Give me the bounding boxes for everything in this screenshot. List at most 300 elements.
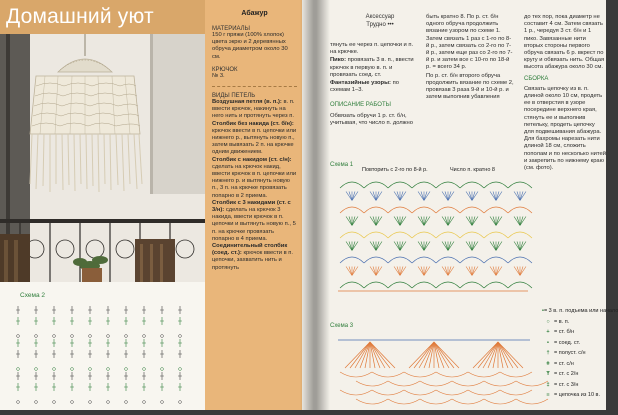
- stitch-fan: [424, 217, 430, 226]
- chain-arch: [436, 207, 460, 213]
- chain-arch: [452, 399, 484, 404]
- chain-stitch: [161, 335, 164, 338]
- chain-arch: [388, 207, 412, 213]
- schema-2: [0, 282, 205, 410]
- side-heading: Абажур: [241, 10, 268, 17]
- stitch-fan: [472, 217, 478, 226]
- chain-arch: [364, 207, 388, 213]
- chain-arch: [340, 232, 364, 238]
- stitch-4: [212, 200, 297, 243]
- stitch-fan: [448, 242, 451, 251]
- stitch-fan: [448, 192, 454, 201]
- stitch-5-text: крючок ввести в п. цепочки, захватить нить и протянуть: [212, 250, 294, 271]
- stitch-3-name: Столбик с накидом (ст. с/н):: [212, 156, 292, 163]
- stitch-fan: [346, 267, 352, 276]
- chain-arch: [388, 399, 420, 404]
- stitch-fan: [442, 192, 448, 201]
- stitch-fan: [472, 242, 478, 251]
- legend-text: = ст. б/н: [554, 329, 575, 336]
- schema-1-repeat-note: Повторить с 2-го по 8-й р.: [362, 167, 428, 173]
- chain-arch: [508, 282, 532, 288]
- stitch-fan: [352, 242, 358, 251]
- chain-arch: [340, 257, 364, 263]
- chain-arch: [412, 207, 436, 213]
- chain-stitch: [179, 335, 182, 338]
- fan-stitch: [434, 342, 444, 368]
- right-page: [302, 0, 618, 410]
- text-column-2: [426, 14, 514, 102]
- stitch-fan: [400, 217, 406, 226]
- stitch-fan: [352, 217, 358, 226]
- chain-arch: [364, 257, 388, 263]
- stitch-1-name: Воздушная петля (в. п.):: [212, 99, 282, 106]
- legend-symbol: †: [546, 350, 550, 357]
- stitch-fan: [376, 192, 379, 201]
- chain-arch: [460, 182, 484, 188]
- stitch-fan: [370, 267, 376, 276]
- chain-arch: [508, 257, 532, 263]
- stitch-3-text: сделать на крючок накид, ввести крючок в п. цепочки или нижнего р. и вытянуть новую п., 3 п. на крючке провязать попарно в 2 приема.: [212, 163, 297, 199]
- chain-stitch: [53, 401, 56, 404]
- chain-arch: [484, 399, 516, 404]
- legend-symbol: ǂ: [546, 360, 550, 367]
- chain-arch: [364, 282, 388, 288]
- stitch-fan: [448, 217, 454, 226]
- stitch-fan: [352, 192, 358, 201]
- fan-stitch: [478, 342, 498, 368]
- text-column-3: [524, 14, 606, 173]
- legend-text: = в. п.: [554, 318, 570, 325]
- symbol-legend: [542, 306, 618, 410]
- legend-text: = соед. ст.: [554, 339, 581, 346]
- chain-arch: [468, 372, 500, 377]
- col3-paragraph-1: до тех пор, пока диаметр не составит 4 см. Затем связать 1 р., чередуя 3 ст. б/н и 1 пико. Завязанные нити вторых стороны первого обруча связать 6 р. вкрест по кругу и обвязать нить. Общая высота абажура около 30 см.: [524, 14, 605, 71]
- stitch-5: [212, 243, 297, 272]
- legend-symbol: ≡: [546, 392, 550, 399]
- fan-stitch: [434, 342, 454, 368]
- stitch-fan: [469, 242, 472, 251]
- stitch-fan: [349, 192, 352, 201]
- legend-row: [542, 380, 606, 391]
- chain-stitch: [89, 368, 92, 371]
- stitch-fan: [376, 217, 382, 226]
- stitch-fan: [394, 217, 400, 226]
- description-text: Обвязать обручи 1 р. ст. б/н, учитывая, что число п. должно: [330, 112, 413, 126]
- chain-arch: [404, 372, 436, 377]
- legend-symbol: Ŧ: [546, 371, 550, 378]
- stitch-fan: [442, 217, 448, 226]
- stitch-fan: [418, 192, 424, 201]
- chain-stitch: [107, 401, 110, 404]
- stitch-fan: [376, 242, 382, 251]
- text-column-1: [330, 42, 416, 128]
- stitch-fan: [493, 192, 496, 201]
- materials-heading: МАТЕРИАЛЫ: [212, 26, 250, 32]
- schema-1-multiple-note: Число п. кратно 8: [450, 167, 495, 173]
- fan-stitch: [370, 342, 390, 368]
- stitch-fan: [490, 192, 496, 201]
- pattern-1: [330, 57, 416, 79]
- chain-stitch: [143, 335, 146, 338]
- chain-arch: [484, 207, 508, 213]
- stitch-1: [212, 99, 297, 121]
- chain-arch: [356, 381, 388, 386]
- book-gutter: [300, 0, 330, 410]
- chain-arch: [372, 390, 404, 395]
- chain-arch: [412, 232, 436, 238]
- legend-text: = ст. с 3/н: [554, 381, 579, 388]
- chain-stitch: [161, 368, 164, 371]
- stitch-fan: [373, 242, 376, 251]
- stitch-fan: [352, 192, 355, 201]
- stitch-fan: [445, 242, 448, 251]
- stitch-fan: [424, 267, 430, 276]
- stitch-fan: [394, 192, 400, 201]
- legend-row: [542, 369, 606, 380]
- left-page: [0, 0, 302, 410]
- assembly-text: Связать цепочку из в. п. длиной около 10 см, продеть ее в отверстия в узоре посередине верхнего края, стянуть ее и выполнив петельку, продеть цепочку для подвешивания абажура. Для бахромы нарезать нити длиной 18 см, сложить пополам и по несколько нитей и закрепить по нижнему краю (см. фото).: [524, 85, 606, 172]
- stitch-fan: [448, 267, 451, 276]
- chain-stitch: [125, 335, 128, 338]
- chain-arch: [436, 390, 468, 395]
- stitch-5-name: Соединительный столбик (соед. ст.):: [212, 243, 288, 257]
- stitch-fan: [466, 242, 472, 251]
- stitch-fan: [520, 242, 523, 251]
- description-heading: ОПИСАНИЕ РАБОТЫ: [330, 102, 391, 109]
- chain-arch: [436, 257, 460, 263]
- stitch-fan: [496, 192, 499, 201]
- hook-heading: КРЮЧОК: [212, 66, 238, 73]
- chain-arch: [388, 381, 420, 386]
- schema-3-label: Схема 3: [330, 323, 354, 329]
- stitch-fan: [352, 267, 355, 276]
- legend-row: [542, 348, 606, 359]
- stitch-fan: [424, 267, 427, 276]
- stitch-fan: [376, 217, 379, 226]
- stitch-fan: [445, 217, 448, 226]
- stitch-fan: [394, 242, 400, 251]
- schema-1-diagram: [330, 173, 540, 303]
- chain-arch: [340, 282, 364, 288]
- stitch-fan: [400, 267, 406, 276]
- stitch-fan: [493, 217, 496, 226]
- stitch-fan: [514, 267, 520, 276]
- stitch-fan: [424, 192, 430, 201]
- stitch-fan: [373, 267, 376, 276]
- chain-stitch: [17, 335, 20, 338]
- stitch-fan: [472, 267, 475, 276]
- chain-arch: [460, 232, 484, 238]
- legend-row: [542, 327, 606, 338]
- stitch-fan: [520, 192, 523, 201]
- stitch-fan: [421, 192, 424, 201]
- stitch-3: [212, 157, 297, 200]
- chain-arch: [340, 372, 372, 377]
- stitch-fan: [490, 267, 496, 276]
- stitch-fan: [424, 242, 427, 251]
- stitch-fan: [397, 217, 400, 226]
- stitch-fan: [496, 217, 502, 226]
- page-title: Домашний уют: [6, 5, 154, 28]
- stitch-fan: [520, 267, 526, 276]
- stitch-fan: [472, 192, 478, 201]
- stitch-fan: [517, 267, 520, 276]
- stitch-fan: [400, 217, 403, 226]
- stitch-fan: [400, 242, 406, 251]
- stitch-fan: [496, 242, 502, 251]
- stitch-fan: [394, 267, 400, 276]
- fan-stitch: [370, 342, 380, 368]
- difficulty-label: Аксессуар: [365, 14, 395, 20]
- stitch-fan: [496, 242, 499, 251]
- stitch-fan: [472, 217, 475, 226]
- stitches-heading: ВИДЫ ПЕТЕЛЬ: [212, 93, 256, 100]
- chain-stitch: [53, 335, 56, 338]
- chain-stitch: [143, 401, 146, 404]
- chain-arch: [340, 390, 372, 395]
- stitch-fan: [514, 242, 520, 251]
- chain-stitch: [143, 368, 146, 371]
- stitch-fan: [370, 192, 376, 201]
- fan-stitch: [498, 342, 508, 368]
- chain-stitch: [161, 401, 164, 404]
- chain-arch: [388, 182, 412, 188]
- chain-arch: [484, 232, 508, 238]
- chain-arch: [436, 232, 460, 238]
- stitch-fan: [472, 192, 475, 201]
- chain-stitch: [107, 368, 110, 371]
- stitch-fan: [418, 267, 424, 276]
- chain-arch: [388, 257, 412, 263]
- stitch-1-text: в. п. ввести крючок, накинуть на него нить и протянуть через п.: [212, 99, 295, 120]
- title-bar: [0, 0, 205, 34]
- stitch-fan: [472, 267, 478, 276]
- stitch-fan: [448, 267, 454, 276]
- stitch-fan: [370, 217, 376, 226]
- stitch-fan: [496, 267, 499, 276]
- chain-arch: [484, 182, 508, 188]
- chain-stitch: [71, 335, 74, 338]
- schema-2-diagram: [0, 282, 205, 410]
- stitch-2-text: крючок ввести в п. цепочки или нижнего р., вытянуть новую п., затем вывязать 2 п. на крючке одним движением.: [212, 127, 297, 156]
- chain-stitch: [35, 368, 38, 371]
- stitch-fan: [421, 242, 424, 251]
- stitch-fan: [400, 267, 403, 276]
- legend-row: [542, 338, 606, 349]
- chain-stitch: [35, 401, 38, 404]
- stitch-fan: [421, 217, 424, 226]
- stitch-fan: [469, 192, 472, 201]
- chain-arch: [484, 257, 508, 263]
- chain-arch: [436, 372, 468, 377]
- side-column: [205, 0, 302, 410]
- stitch-fan: [520, 217, 523, 226]
- chain-stitch: [179, 401, 182, 404]
- stitch-fan: [376, 267, 379, 276]
- chain-stitch: [71, 401, 74, 404]
- stitch-fan: [418, 217, 424, 226]
- stitch-fan: [349, 217, 352, 226]
- stitch-fan: [517, 192, 520, 201]
- legend-symbol: +: [546, 329, 550, 336]
- legend-symbol: •: [542, 308, 544, 315]
- chain-stitch: [107, 335, 110, 338]
- chain-stitch: [17, 401, 20, 404]
- chain-arch: [460, 282, 484, 288]
- chain-stitch: [17, 368, 20, 371]
- stitch-2-name: Столбик без накида (ст. б/н):: [212, 120, 294, 127]
- stitch-fan: [517, 242, 520, 251]
- chain-arch: [420, 399, 452, 404]
- chain-arch: [436, 182, 460, 188]
- difficulty-box: [338, 14, 422, 42]
- divider: [212, 86, 297, 87]
- chain-stitch: [53, 368, 56, 371]
- chain-arch: [388, 282, 412, 288]
- pattern-2-text: по схемам 1–3.: [330, 80, 399, 94]
- stitch-fan: [493, 242, 496, 251]
- chain-stitch: [89, 335, 92, 338]
- chain-arch: [412, 257, 436, 263]
- fan-stitch: [414, 342, 434, 368]
- legend-text: = ст. с 2/н: [554, 371, 579, 378]
- stitch-fan: [517, 217, 520, 226]
- legend-symbol: ○: [546, 318, 550, 325]
- chain-stitch: [89, 401, 92, 404]
- pattern-1-text: провязать 3 в. п., ввести крючок в первую в. п. и провязать соед. ст.: [330, 57, 414, 78]
- stitch-fan: [520, 242, 526, 251]
- stitch-fan: [466, 192, 472, 201]
- pattern-2-name: Фантазийные узоры:: [330, 80, 391, 87]
- chain-stitch: [125, 401, 128, 404]
- chain-arch: [388, 232, 412, 238]
- legend-text: = 3 в. п. подъема или начало: [543, 308, 618, 315]
- chain-arch: [436, 282, 460, 288]
- chain-arch: [508, 182, 532, 188]
- chain-arch: [508, 207, 532, 213]
- stitch-fan: [349, 267, 352, 276]
- schema-1-label: Схема 1: [330, 162, 354, 168]
- stitch-fan: [352, 217, 355, 226]
- fan-stitch: [350, 342, 370, 368]
- chain-arch: [452, 381, 484, 386]
- lampshade-photo: [0, 34, 205, 282]
- stitch-fan: [346, 192, 352, 201]
- stitch-2: [212, 121, 297, 157]
- stitch-fan: [346, 217, 352, 226]
- stitch-fan: [520, 267, 523, 276]
- stitch-fan: [397, 267, 400, 276]
- stitch-fan: [400, 242, 403, 251]
- difficulty-value: Трудно •••: [366, 22, 394, 28]
- stitch-fan: [370, 242, 376, 251]
- stitch-fan: [421, 267, 424, 276]
- stitch-fan: [496, 192, 502, 201]
- chain-arch: [420, 381, 452, 386]
- stitch-fan: [352, 267, 358, 276]
- stitch-fan: [490, 242, 496, 251]
- chain-stitch: [35, 335, 38, 338]
- chain-arch: [340, 182, 364, 188]
- chain-arch: [500, 390, 532, 395]
- chain-arch: [364, 182, 388, 188]
- chain-arch: [500, 372, 532, 377]
- stitch-fan: [424, 192, 427, 201]
- chain-arch: [412, 182, 436, 188]
- legend-symbol: •: [547, 339, 549, 346]
- stitch-fan: [469, 217, 472, 226]
- pattern-2: [330, 80, 416, 94]
- stitch-fan: [376, 192, 382, 201]
- stitch-fan: [490, 217, 496, 226]
- col2-paragraph-1: быть кратно 8. По р. ст. б/н одного обруча продолжить вязание узором по схеме 1. Затем связать 1 раз с 1-го по 8-й р., затем связать со 2-го по 7-й р., затем еще раз со 2-го по 7-й р. и затем все с 10-го по 18-й р. = всего 34 р.: [426, 14, 513, 71]
- stitch-fan: [514, 192, 520, 201]
- stitch-fan: [346, 242, 352, 251]
- stitch-fan: [397, 242, 400, 251]
- chain-arch: [484, 282, 508, 288]
- stitch-fan: [424, 217, 427, 226]
- fan-stitch: [488, 342, 498, 368]
- chain-stitch: [71, 368, 74, 371]
- legend-row: [542, 317, 606, 328]
- chain-arch: [508, 232, 532, 238]
- stitch-fan: [349, 242, 352, 251]
- stitch-fan: [373, 192, 376, 201]
- stitch-fan: [496, 217, 499, 226]
- stitch-fan: [493, 267, 496, 276]
- chain-arch: [356, 399, 388, 404]
- stitch-fan: [445, 267, 448, 276]
- chain-arch: [364, 232, 388, 238]
- chain-arch: [404, 390, 436, 395]
- fan-stitch: [424, 342, 434, 368]
- chain-arch: [468, 390, 500, 395]
- legend-row: [542, 390, 606, 401]
- chain-stitch: [179, 368, 182, 371]
- stitch-fan: [400, 192, 403, 201]
- stitch-fan: [448, 192, 451, 201]
- chain-arch: [460, 257, 484, 263]
- stitch-fan: [442, 242, 448, 251]
- chain-stitch: [125, 368, 128, 371]
- legend-text: = цепочка из 10 в.: [554, 392, 601, 399]
- stitch-fan: [424, 242, 430, 251]
- stitch-fan: [397, 192, 400, 201]
- fan-stitch: [498, 342, 518, 368]
- stitch-fan: [352, 242, 355, 251]
- fan-stitch: [360, 342, 370, 368]
- stitch-fan: [472, 242, 475, 251]
- chain-arch: [484, 381, 516, 386]
- legend-symbol: ‡: [546, 381, 550, 388]
- stitch-fan: [469, 267, 472, 276]
- stitch-fan: [442, 267, 448, 276]
- stitch-4-name: Столбик с 3 накидами (ст. с 3/н):: [212, 199, 291, 214]
- stitch-fan: [496, 267, 502, 276]
- stitch-fan: [520, 217, 526, 226]
- hook-text: № 3.: [212, 72, 225, 79]
- pattern-1-name: Пико:: [330, 57, 347, 64]
- stitch-4-text: сделать на крючок 3 накида, ввести крючок в п. цепочки и вытянуть новую п., 5 п. на крючке провязать попарно в 4 приема.: [212, 207, 296, 242]
- stitch-fan: [448, 242, 454, 251]
- schema-2-label: Схема 2: [20, 292, 45, 299]
- assembly-heading: СБОРКА: [524, 75, 549, 82]
- chain-arch: [412, 282, 436, 288]
- col1-top: тянуть ее через п. цепочки и п. на крючке.: [330, 42, 414, 56]
- stitch-fan: [466, 217, 472, 226]
- legend-row: [542, 306, 618, 317]
- legend-row: [542, 359, 606, 370]
